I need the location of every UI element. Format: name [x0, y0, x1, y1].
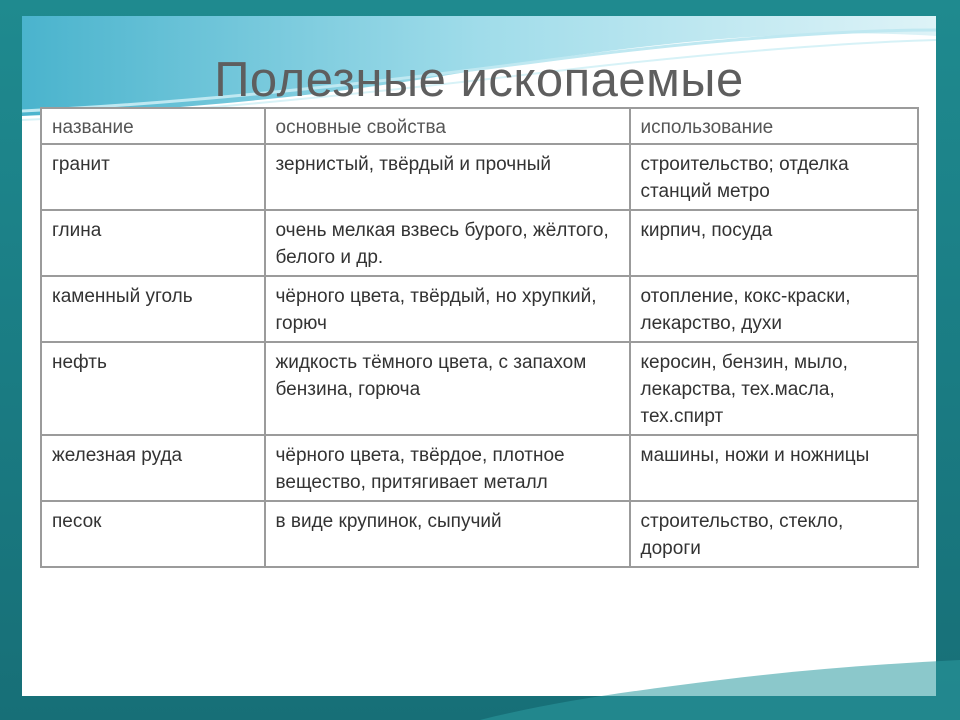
- minerals-table: [40, 107, 919, 568]
- cell-usage: отопление, кокс-краски, лекарство, духи: [630, 276, 918, 342]
- cell-name: глина: [41, 210, 265, 276]
- table-row: [41, 276, 918, 342]
- cell-name: гранит: [41, 144, 265, 210]
- header-name: название: [41, 108, 265, 144]
- table-row: [41, 210, 918, 276]
- cell-properties: чёрного цвета, твёрдое, плотное вещество, притягивает металл: [265, 435, 630, 501]
- table-header-row: [41, 108, 918, 144]
- table-row: [41, 435, 918, 501]
- cell-name: железная руда: [41, 435, 265, 501]
- cell-usage: машины, ножи и ножницы: [630, 435, 918, 501]
- cell-usage: керосин, бензин, мыло, лекарства, тех.масла, тех.спирт: [630, 342, 918, 435]
- page-title: Полезные ископаемые: [214, 53, 744, 107]
- footer-wave-decoration: [0, 650, 960, 720]
- table-row: [41, 144, 918, 210]
- cell-name: каменный уголь: [41, 276, 265, 342]
- header-properties: основные свойства: [265, 108, 630, 144]
- table-row: [41, 501, 918, 567]
- cell-usage: кирпич, посуда: [630, 210, 918, 276]
- slide: [22, 16, 936, 696]
- cell-usage: строительство; отделка станций метро: [630, 144, 918, 210]
- cell-properties: очень мелкая взвесь бурого, жёлтого, белого и др.: [265, 210, 630, 276]
- cell-properties: чёрного цвета, твёрдый, но хрупкий, горюч: [265, 276, 630, 342]
- cell-properties: зернистый, твёрдый и прочный: [265, 144, 630, 210]
- header-usage: использование: [630, 108, 918, 144]
- table-row: [41, 342, 918, 435]
- cell-name: песок: [41, 501, 265, 567]
- cell-properties: в виде крупинок, сыпучий: [265, 501, 630, 567]
- cell-usage: строительство, стекло, дороги: [630, 501, 918, 567]
- cell-name: нефть: [41, 342, 265, 435]
- cell-properties: жидкость тёмного цвета, с запахом бензина, горюча: [265, 342, 630, 435]
